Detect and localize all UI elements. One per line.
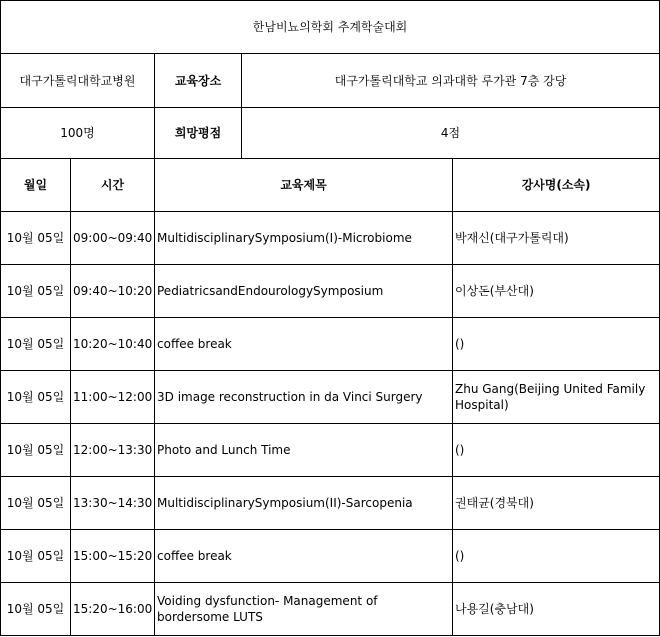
header-title: 교육제목 [155, 159, 453, 212]
row-date: 10월 05일 [1, 212, 71, 265]
row-title: MultidisciplinarySymposium(I)-Microbiome [155, 212, 453, 265]
venue-label: 교육장소 [155, 54, 242, 108]
table-row [1, 424, 660, 477]
row-time: 15:00~15:20 [71, 530, 155, 583]
row-title: coffee break [155, 318, 453, 371]
row-speaker: () [453, 318, 660, 371]
header-time: 시간 [71, 159, 155, 212]
score-label: 희망평점 [155, 108, 242, 159]
row-date: 10월 05일 [1, 371, 71, 424]
row-time: 13:30~14:30 [71, 477, 155, 530]
row-date: 10월 05일 [1, 265, 71, 318]
row-title: 3D image reconstruction in da Vinci Surgery [155, 371, 453, 424]
host-institution: 대구가톨릭대학교병원 [1, 54, 155, 108]
row-speaker: 이상돈(부산대) [453, 265, 660, 318]
row-time: 09:00~09:40 [71, 212, 155, 265]
table-row [1, 318, 660, 371]
row-date: 10월 05일 [1, 583, 71, 636]
row-title: PediatricsandEndourologySymposium [155, 265, 453, 318]
table-row [1, 530, 660, 583]
row-speaker: () [453, 424, 660, 477]
header-speaker: 강사명(소속) [453, 159, 660, 212]
row-title: Voiding dysfunction- Management of bordersome LUTS [155, 583, 453, 636]
schedule-header-row [1, 159, 660, 212]
row-speaker: Zhu Gang(Beijing United Family Hospital) [453, 371, 660, 424]
row-speaker: 권태균(경북대) [453, 477, 660, 530]
row-speaker: 나용길(충남대) [453, 583, 660, 636]
row-date: 10월 05일 [1, 477, 71, 530]
row-date: 10월 05일 [1, 318, 71, 371]
table-row [1, 583, 660, 636]
row-speaker: 박재신(대구가톨릭대) [453, 212, 660, 265]
table-row [1, 477, 660, 530]
row-title: coffee break [155, 530, 453, 583]
row-title: Photo and Lunch Time [155, 424, 453, 477]
row-title: MultidisciplinarySymposium(II)-Sarcopenia [155, 477, 453, 530]
event-title: 한남비뇨의학회 추계학술대회 [1, 1, 660, 54]
row-date: 10월 05일 [1, 424, 71, 477]
row-speaker: () [453, 530, 660, 583]
venue-value: 대구가톨릭대학교 의과대학 루가관 7층 강당 [242, 54, 660, 108]
row-time: 09:40~10:20 [71, 265, 155, 318]
row-date: 10월 05일 [1, 530, 71, 583]
row-time: 15:20~16:00 [71, 583, 155, 636]
capacity-value: 100명 [1, 108, 155, 159]
row-time: 12:00~13:30 [71, 424, 155, 477]
header-date: 월일 [1, 159, 71, 212]
table-row [1, 371, 660, 424]
score-value: 4점 [242, 108, 660, 159]
row-time: 11:00~12:00 [71, 371, 155, 424]
table-row [1, 212, 660, 265]
table-row [1, 265, 660, 318]
row-time: 10:20~10:40 [71, 318, 155, 371]
